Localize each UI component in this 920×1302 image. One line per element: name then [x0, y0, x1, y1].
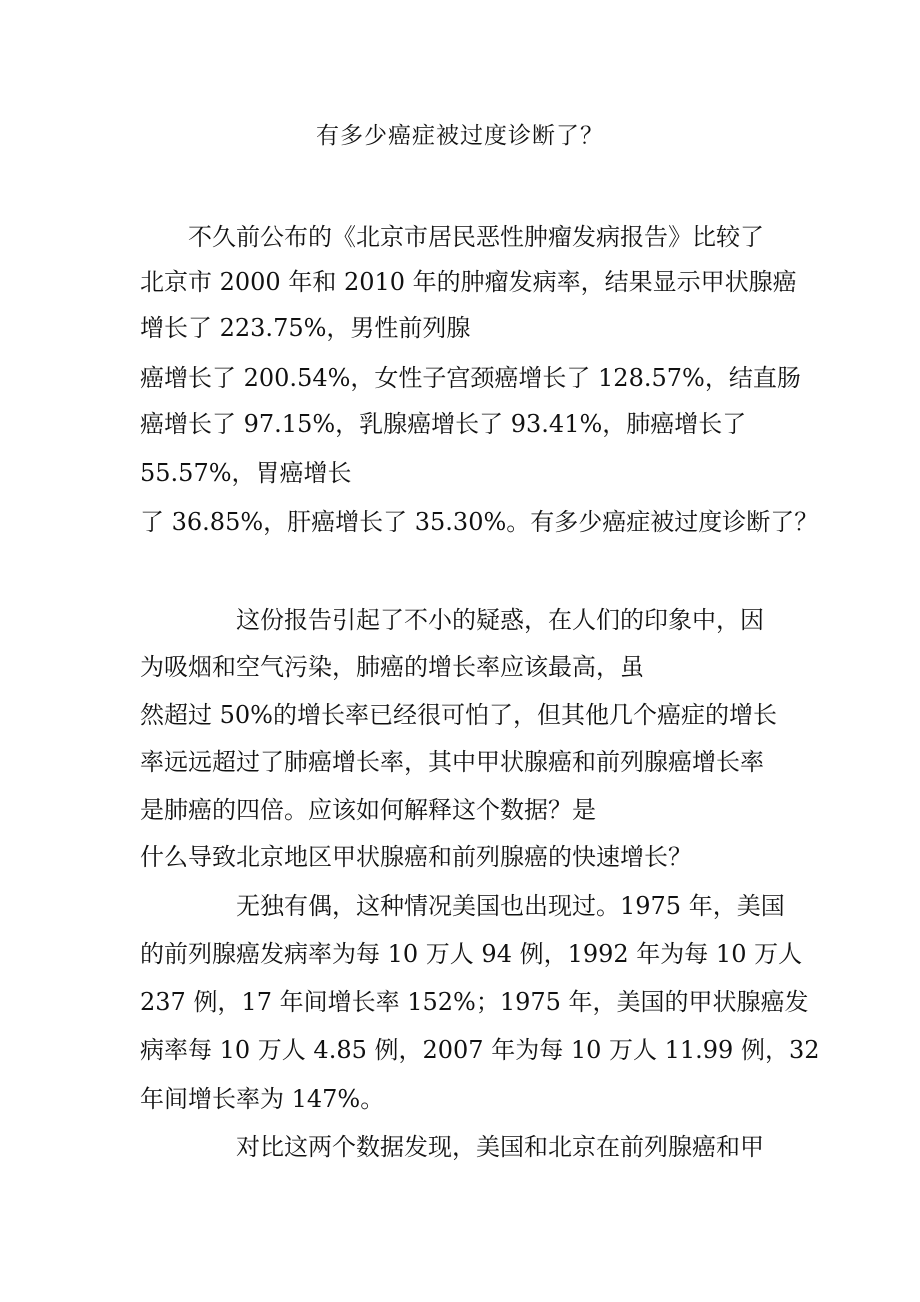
paragraph-line: 北京市 2000 年和 2010 年的肿瘤发病率，结果显示甲状腺癌 — [140, 268, 797, 296]
paragraph-line: 癌增长了 200.54%，女性子宫颈癌增长了 128.57%，结直肠 — [140, 364, 801, 392]
paragraph-line: 率远远超过了肺癌增长率，其中甲状腺癌和前列腺癌增长率 — [140, 748, 764, 776]
paragraph-line: 增长了 223.75%，男性前列腺 — [140, 314, 471, 342]
paragraph-line: 对比这两个数据发现，美国和北京在前列腺癌和甲 — [236, 1133, 764, 1161]
paragraph-line: 什么导致北京地区甲状腺癌和前列腺癌的快速增长？ — [140, 843, 692, 871]
paragraph-line: 是肺癌的四倍。应该如何解释这个数据？是 — [140, 796, 596, 824]
paragraph-line: 不久前公布的《北京市居民恶性肿瘤发病报告》比较了 — [188, 223, 764, 251]
paragraph-line: 然超过 50%的增长率已经很可怕了，但其他几个癌症的增长 — [140, 701, 777, 729]
paragraph-line: 病率每 10 万人 4.85 例，2007 年为每 10 万人 11.99 例，32 — [140, 1036, 820, 1064]
paragraph-line: 的前列腺癌发病率为每 10 万人 94 例，1992 年为每 10 万人 — [140, 940, 803, 968]
paragraph-line: 年间增长率为 147%。 — [140, 1085, 385, 1113]
paragraph-line: 这份报告引起了不小的疑惑，在人们的印象中，因 — [236, 606, 764, 634]
document-title: 有多少癌症被过度诊断了？ — [316, 123, 604, 149]
paragraph-line: 237 例，17 年间增长率 152%；1975 年，美国的甲状腺癌发 — [140, 988, 809, 1016]
paragraph-line: 55.57%，胃癌增长 — [140, 459, 352, 487]
paragraph-line: 了 36.85%，肝癌增长了 35.30%。有多少癌症被过度诊断了？ — [140, 508, 819, 536]
paragraph-line: 为吸烟和空气污染，肺癌的增长率应该最高，虽 — [140, 653, 644, 681]
paragraph-line: 无独有偶，这种情况美国也出现过。1975 年，美国 — [236, 892, 785, 920]
paragraph-line: 癌增长了 97.15%，乳腺癌增长了 93.41%，肺癌增长了 — [140, 410, 747, 438]
